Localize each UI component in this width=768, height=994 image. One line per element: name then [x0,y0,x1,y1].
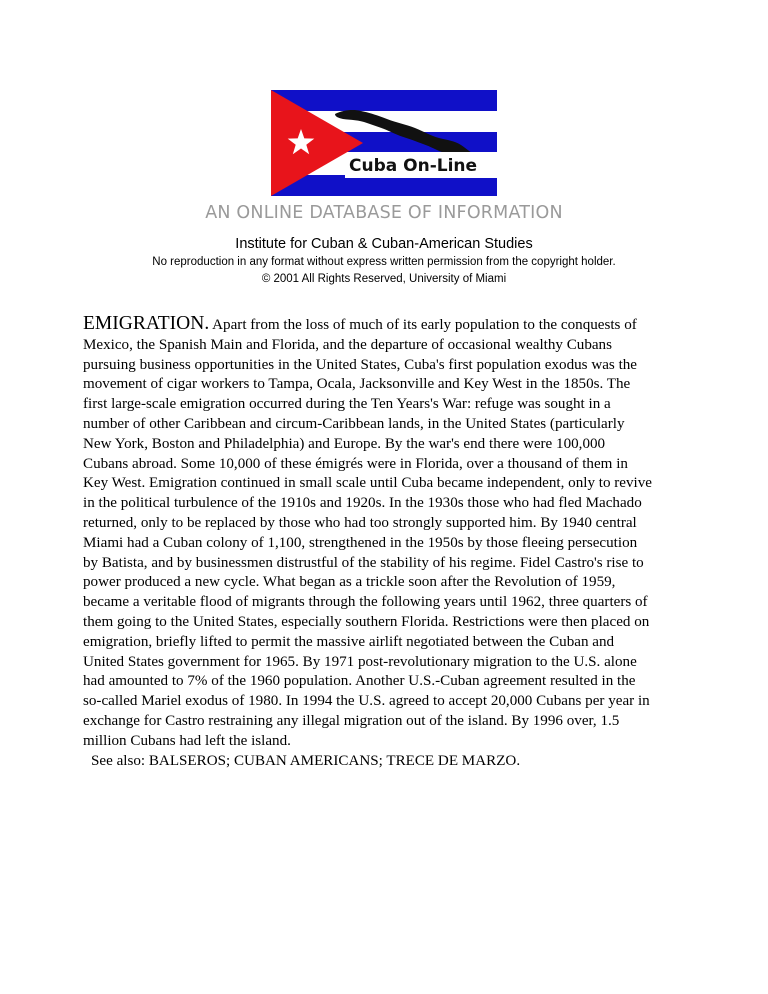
reproduction-notice: No reproduction in any format without express written permission from the copyright holder. [152,256,616,268]
article-body: Apart from the loss of much of its early population to the conquests of Mexico, the Spanish Main and Florida, and the departure of occasional wealthy Cubans pursuing business opportunities in the United States, Cuba's first population exodus was the movement of cigar workers to Tampa, Ocala, Jacksonville and Key West in the 1850s. The first large-scale emigration occurred during the Ten Years's War: refuge was sought in a number of other Caribbean and circum-Caribbean lands, in the United States (particularly New York, Boston and Philadelphia) and Europe. By the war's end there were 100,000 Cubans abroad. Some 10,000 of these émigrés were in Florida, over a thousand of them in Key West. Emigration continued in small scale until Cuba became independent, only to revive in the political turbulence of the 1910s and 1920s. In the 1930s those who had fled Machado returned, only to be replaced by those who had too strongly supported him. By 1940 central Miami had a Cuban colony of 1,100, strengthened in the 1950s by those fleeing persecution by Batista, and by businessmen distrustful of the stability of his regime. Fidel Castro's rise to power produced a new cycle. What began as a trickle soon after the Revolution of 1959, became a veritable flood of migrants through the following years until 1962, three quarters of them going to the United States, especially southern Florida. Restrictions were then placed on emigration, briefly lifted to permit the massive airlift negotiated between the Cuban and United States government for 1965. By 1971 post-revolutionary migration to the U.S. alone had amounted to 7% of the 1960 population. Another U.S.-Cuban agreement resulted in the so-called Mariel exodus of 1980. In 1994 the U.S. agreed to accept 20,000 Cubans per year in exchange for Castro restraining any illegal migration out of the island. By 1996 over, 1.5 million Cubans had left the island. [83,317,652,749]
flag-stripe-5 [271,175,497,196]
logo-text: Cuba On-Line [349,156,478,176]
article-entry [83,314,653,771]
article-paragraph [83,314,653,752]
copyright-notice: © 2001 All Rights Reserved, University of Miami [261,273,507,285]
database-title: AN ONLINE DATABASE OF INFORMATION [205,203,563,223]
flag-stripe-1 [271,90,497,111]
cuba-flag-logo-icon [271,90,497,196]
see-also-references: See also: BALSEROS; CUBAN AMERICANS; TRECE DE MARZO. [91,752,521,769]
cuba-online-logo [271,90,497,196]
article-headword: EMIGRATION. [83,313,210,334]
institute-name: Institute for Cuban & Cuban-American Studies [235,236,533,252]
